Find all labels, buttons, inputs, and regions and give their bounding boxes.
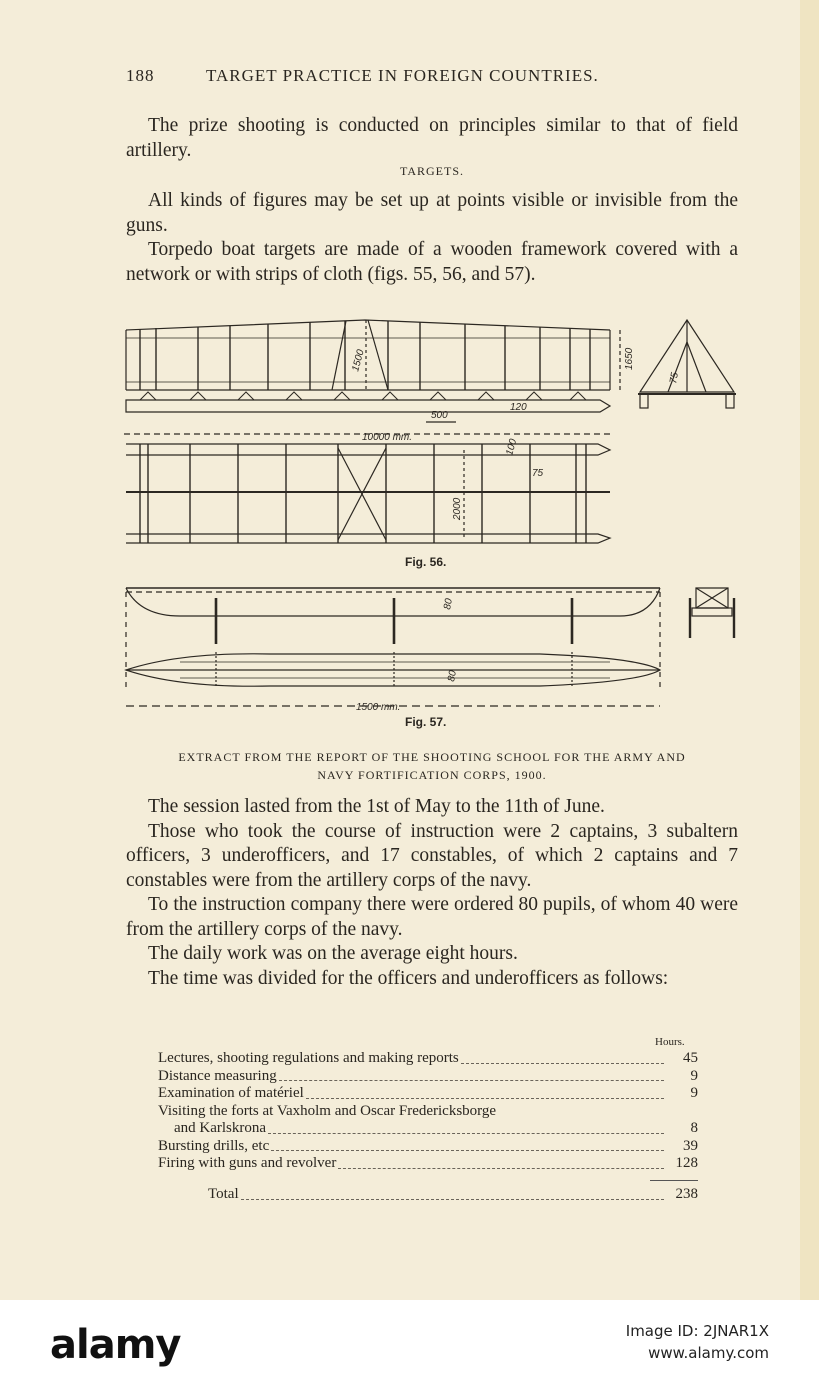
page-number: 188: [126, 66, 155, 85]
image-id: Image ID: 2JNAR1X: [625, 1322, 769, 1340]
total-rule: [650, 1180, 698, 1181]
running-title: TARGET PRACTICE IN FOREIGN COUNTRIES.: [206, 66, 599, 85]
hours-column-header: Hours.: [655, 1036, 685, 1048]
intro-paragraph: The prize shooting is conducted on principles similar to that of field artillery.: [126, 115, 738, 161]
fig-56-caption: Fig. 56.: [405, 555, 447, 569]
report-paragraph-5: The time was divided for the officers and underofficers as follows:: [148, 967, 669, 989]
figure-57-drawing: [120, 582, 750, 712]
report-paragraph-3: To the instruction company there were ordered 80 pupils, of whom 40 were from the artillery corps of the navy.: [126, 894, 738, 940]
table-row: Distance measuring 9: [158, 1067, 698, 1084]
total-row: [158, 1186, 698, 1204]
stock-footer: [0, 1300, 819, 1390]
table-row: Bursting drills, etc 39: [158, 1137, 698, 1154]
table-row: Firing with guns and revolver 128: [158, 1155, 698, 1171]
fig56-label-100: 100: [504, 437, 520, 457]
report-text: [126, 795, 738, 991]
extract-heading: [100, 748, 764, 784]
total-value: 238: [675, 1186, 698, 1202]
targets-text: [126, 189, 738, 287]
fig57-label-80b: 80: [446, 669, 459, 683]
fig56-label-10000: 10000 mm.: [362, 432, 413, 443]
extract-heading-line-1: EXTRACT FROM THE REPORT OF THE SHOOTING SCHOOL FOR THE ARMY AND: [178, 750, 686, 764]
fig56-label-1500: 1500: [350, 348, 367, 373]
extract-heading-line-2: NAVY FORTIFICATION CORPS, 1900.: [317, 768, 547, 782]
fig-57-caption: Fig. 57.: [405, 715, 447, 729]
fig56-label-2000: 2000: [452, 497, 463, 520]
report-paragraph-2: Those who took the course of instruction were 2 captains, 3 subaltern officers, 3 underofficers, and 17 constables, of which 2 captains and 7 constables were from the artillery corps of the navy.: [126, 820, 738, 891]
fig57-label-1500: 1500 mm.: [356, 702, 401, 712]
table-row: Examination of matériel 9: [158, 1085, 698, 1101]
alamy-logo: alamy: [50, 1322, 181, 1368]
total-label: Total: [208, 1186, 239, 1202]
table-row: and Karlskrona 8: [174, 1120, 698, 1136]
fig56-label-1650: 1650: [624, 347, 635, 370]
fig56-label-75a: 75: [532, 468, 544, 479]
page-edge: [800, 0, 819, 1300]
fig56-label-120: 120: [510, 402, 527, 413]
table-row: Lectures, shooting regulations and making reports 45: [158, 1050, 698, 1066]
image-info: [626, 1320, 769, 1364]
targets-paragraph-2: Torpedo boat targets are made of a wooden framework covered with a network or with strips of cloth (figs. 55, 56, and 57).: [126, 239, 738, 285]
fig56-label-75b: 75: [668, 371, 681, 385]
fig56-label-500: 500: [431, 410, 448, 421]
figure-56-drawing: [120, 312, 750, 552]
targets-paragraph-1: All kinds of figures may be set up at points visible or invisible from the guns.: [126, 190, 738, 236]
table-row: Visiting the forts at Vaxholm and Oscar Fredericksborge: [158, 1102, 497, 1119]
site-url: www.alamy.com: [648, 1344, 769, 1362]
report-paragraph-1: The session lasted from the 1st of May to the 11th of June.: [148, 796, 605, 817]
hours-table: [158, 1050, 698, 1173]
report-paragraph-4: The daily work was on the average eight hours.: [148, 943, 518, 964]
targets-heading: TARGETS.: [399, 164, 465, 178]
fig57-label-80a: 80: [442, 597, 455, 611]
